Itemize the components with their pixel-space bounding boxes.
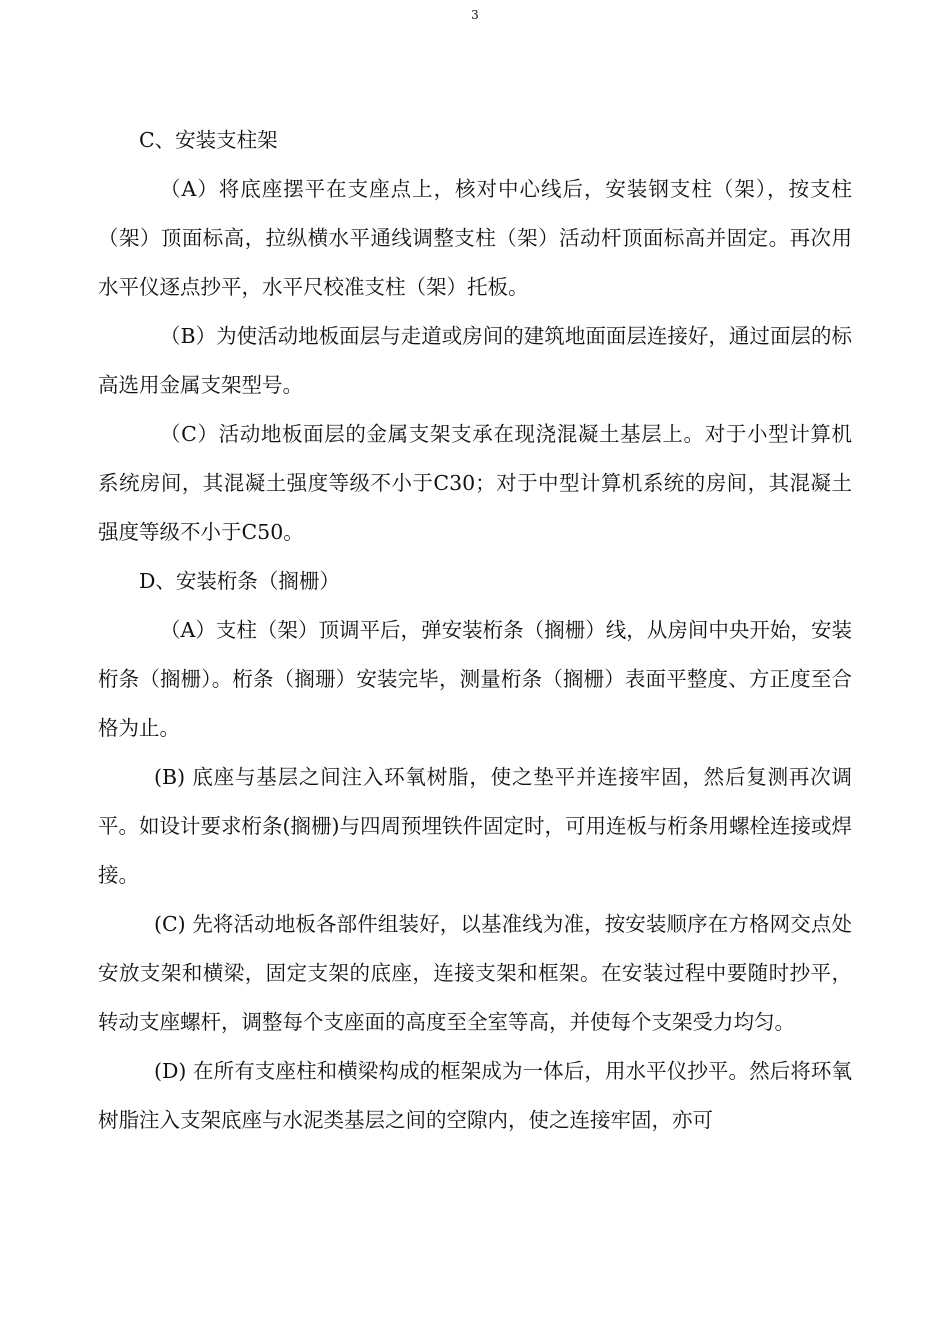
paragraph-d-d: (D) 在所有支座柱和横梁构成的框架成为一体后，用水平仪抄平。然后将环氧树脂注入支架底座与水泥类基层之间的空隙内，使之连接牢固，亦可: [98, 1059, 852, 1132]
section-heading-c: C、安装支柱架: [139, 128, 278, 152]
paragraph-d-a: （A）支柱（架）顶调平后，弹安装桁条（搁栅）线，从房间中央开始，安装桁条（搁栅）。桁条（搁珊）安装完毕，测量桁条（搁栅）表面平整度、方正度至合格为止。: [98, 618, 852, 740]
paragraph-c-a: （A）将底座摆平在支座点上，核对中心线后，安装钢支柱（架），按支柱（架）顶面标高，拉纵横水平通线调整支柱（架）活动杆顶面标高并固定。再次用水平仪逐点抄平，水平尺校准支柱（架）托板。: [98, 177, 852, 299]
page-number: 3: [471, 8, 479, 22]
paragraph-c-c: （C）活动地板面层的金属支架支承在现浇混凝土基层上。对于小型计算机系统房间，其混凝土强度等级不小于C30；对于中型计算机系统的房间，其混凝土强度等级不小于C50。: [98, 422, 852, 544]
paragraph-c-b: （B）为使活动地板面层与走道或房间的建筑地面面层连接好，通过面层的标高选用金属支架型号。: [98, 324, 852, 397]
paragraph-d-b: (B) 底座与基层之间注入环氧树脂，使之垫平并连接牢固，然后复测再次调平。如设计要求桁条(搁栅)与四周预埋铁件固定时，可用连板与桁条用螺栓连接或焊接。: [98, 765, 852, 887]
document-body: [98, 116, 852, 1145]
paragraph-d-c: (C) 先将活动地板各部件组装好，以基准线为准，按安装顺序在方格网交点处安放支架和横梁，固定支架的底座，连接支架和框架。在安装过程中要随时抄平，转动支座螺杆，调整每个支座面的高度至全室等高，并使每个支架受力均匀。: [98, 912, 852, 1034]
section-heading-d: D、安装桁条（搁栅）: [139, 569, 340, 593]
